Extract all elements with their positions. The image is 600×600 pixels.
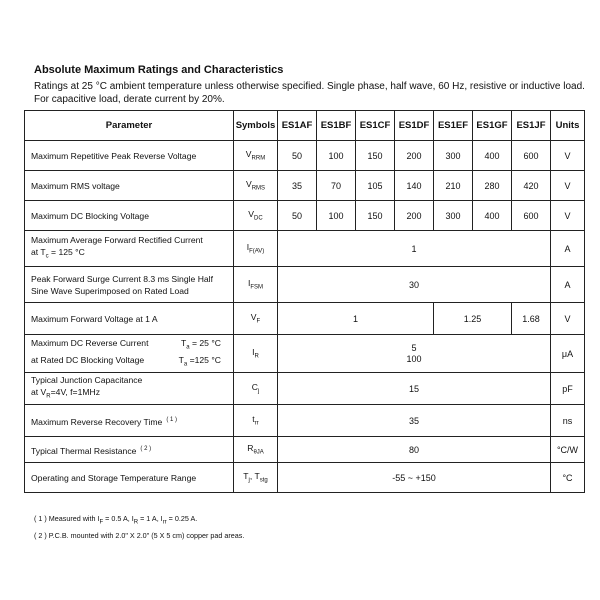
value-cell: 105: [356, 171, 395, 201]
value-cell: 15: [278, 373, 551, 405]
header-part: ES1EF: [434, 111, 473, 141]
value-cell: 210: [434, 171, 473, 201]
symbol-cell: $T_j$, $T_{stg}$: [234, 463, 278, 493]
table-row-cj: [25, 373, 585, 405]
symbol-cell: $I_{FSM}$: [234, 267, 278, 303]
unit-cell: A: [551, 231, 585, 267]
value-cell: 150: [356, 201, 395, 231]
param-label: Operating and Storage Temperature Range: [25, 463, 234, 493]
value-cell: 300: [434, 201, 473, 231]
unit-cell: V: [551, 171, 585, 201]
table-row-vrms: [25, 171, 585, 201]
value-cell: -55 ~ +150: [278, 463, 551, 493]
ratings-table: [24, 110, 585, 493]
header-part: ES1JF: [512, 111, 551, 141]
symbol-cell: $V_{RMS}$: [234, 171, 278, 201]
value-cell: 400: [473, 141, 512, 171]
intro-line-1: Ratings at 25 °C ambient temperature unless otherwise specified. Single phase, half wave, 60 Hz, resistive or inductive load.: [34, 81, 585, 92]
symbol-cell: $I_{F(AV)}$: [234, 231, 278, 267]
value-cell: 420: [512, 171, 551, 201]
value-cell: 200: [395, 201, 434, 231]
param-label: Maximum Reverse Recovery Time $^{( 1 )}$: [25, 405, 234, 437]
value-cell: 5 100: [278, 335, 551, 373]
param-label: Typical Thermal Resistance $^{( 2 )}$: [25, 437, 234, 463]
value-cell: 70: [317, 171, 356, 201]
table-row-vdc: [25, 201, 585, 231]
footnotes: [34, 512, 244, 542]
table-row-ir: [25, 335, 585, 373]
value-cell: 300: [434, 141, 473, 171]
value-cell: 50: [278, 141, 317, 171]
value-cell: 100: [317, 141, 356, 171]
unit-cell: pF: [551, 373, 585, 405]
value-cell: 400: [473, 201, 512, 231]
unit-cell: V: [551, 141, 585, 171]
value-cell: 280: [473, 171, 512, 201]
param-label: Maximum Average Forward Rectified Current at $T_c = 125$ °C: [25, 231, 234, 267]
param-label: Maximum RMS voltage: [25, 171, 234, 201]
symbol-cell: $R_{\theta JA}$: [234, 437, 278, 463]
header-part: ES1BF: [317, 111, 356, 141]
param-label: Peak Forward Surge Current 8.3 ms Single Half Sine Wave Superimposed on Rated Load: [25, 267, 234, 303]
header-units: Units: [551, 111, 585, 141]
footnote-2: ( 2 ) P.C.B. mounted with 2.0" X 2.0" (5 X 5 cm) copper pad areas.: [34, 531, 245, 541]
value-cell: 35: [278, 405, 551, 437]
header-row: [25, 111, 585, 141]
unit-cell: A: [551, 267, 585, 303]
table-row-vf: [25, 303, 585, 335]
value-cell: 1: [278, 303, 434, 335]
param-label: Maximum DC Blocking Voltage: [25, 201, 234, 231]
header-part: ES1AF: [278, 111, 317, 141]
value-cell: 35: [278, 171, 317, 201]
value-cell: 150: [356, 141, 395, 171]
param-label: Typical Junction Capacitance at $V_R=4V$, f=1MHz: [25, 373, 234, 405]
header-part: ES1DF: [395, 111, 434, 141]
value-cell: 1.25: [434, 303, 512, 335]
symbol-cell: $I_R$: [234, 335, 278, 373]
table-row-trr: [25, 405, 585, 437]
table-row-ifav: [25, 231, 585, 267]
value-cell: 50: [278, 201, 317, 231]
table-row-tj: [25, 463, 585, 493]
param-label: Maximum Forward Voltage at 1 A: [25, 303, 234, 335]
symbol-cell: $V_{RRM}$: [234, 141, 278, 171]
value-cell: 1: [278, 231, 551, 267]
symbol-cell: $V_F$: [234, 303, 278, 335]
header-part: ES1GF: [473, 111, 512, 141]
value-cell: 100: [317, 201, 356, 231]
symbol-cell: $V_{DC}$: [234, 201, 278, 231]
value-cell: 1.68: [512, 303, 551, 335]
unit-cell: ns: [551, 405, 585, 437]
section-title: Absolute Maximum Ratings and Characteristics: [34, 64, 284, 76]
header-symbols: Symbols: [234, 111, 278, 141]
table-row-ifsm: [25, 267, 585, 303]
unit-cell: V: [551, 303, 585, 335]
header-part: ES1CF: [356, 111, 395, 141]
symbol-cell: $t_{rr}$: [234, 405, 278, 437]
header-parameter: Parameter: [25, 111, 234, 141]
value-cell: 30: [278, 267, 551, 303]
value-cell: 140: [395, 171, 434, 201]
value-cell: 600: [512, 141, 551, 171]
unit-cell: °C/W: [551, 437, 585, 463]
unit-cell: μA: [551, 335, 585, 373]
symbol-cell: $C_j$: [234, 373, 278, 405]
intro-text: [34, 80, 594, 106]
intro-line-2: For capacitive load, derate current by 20%.: [34, 94, 225, 105]
value-cell: 80: [278, 437, 551, 463]
footnote-1: ( 1 ) Measured with $I_F = 0.5$ A, $I_R = 1$ A, $I_{rr} = 0.25$ A.: [34, 514, 198, 526]
value-cell: 600: [512, 201, 551, 231]
value-cell: 200: [395, 141, 434, 171]
table-row-rth: [25, 437, 585, 463]
unit-cell: V: [551, 201, 585, 231]
param-label: Maximum DC Reverse Current $T_a = 25$ °C at Rated DC Blocking Voltage $T_a =125$ °C: [25, 335, 234, 373]
table-row-vrrm: [25, 141, 585, 171]
param-label: Maximum Repetitive Peak Reverse Voltage: [25, 141, 234, 171]
unit-cell: °C: [551, 463, 585, 493]
